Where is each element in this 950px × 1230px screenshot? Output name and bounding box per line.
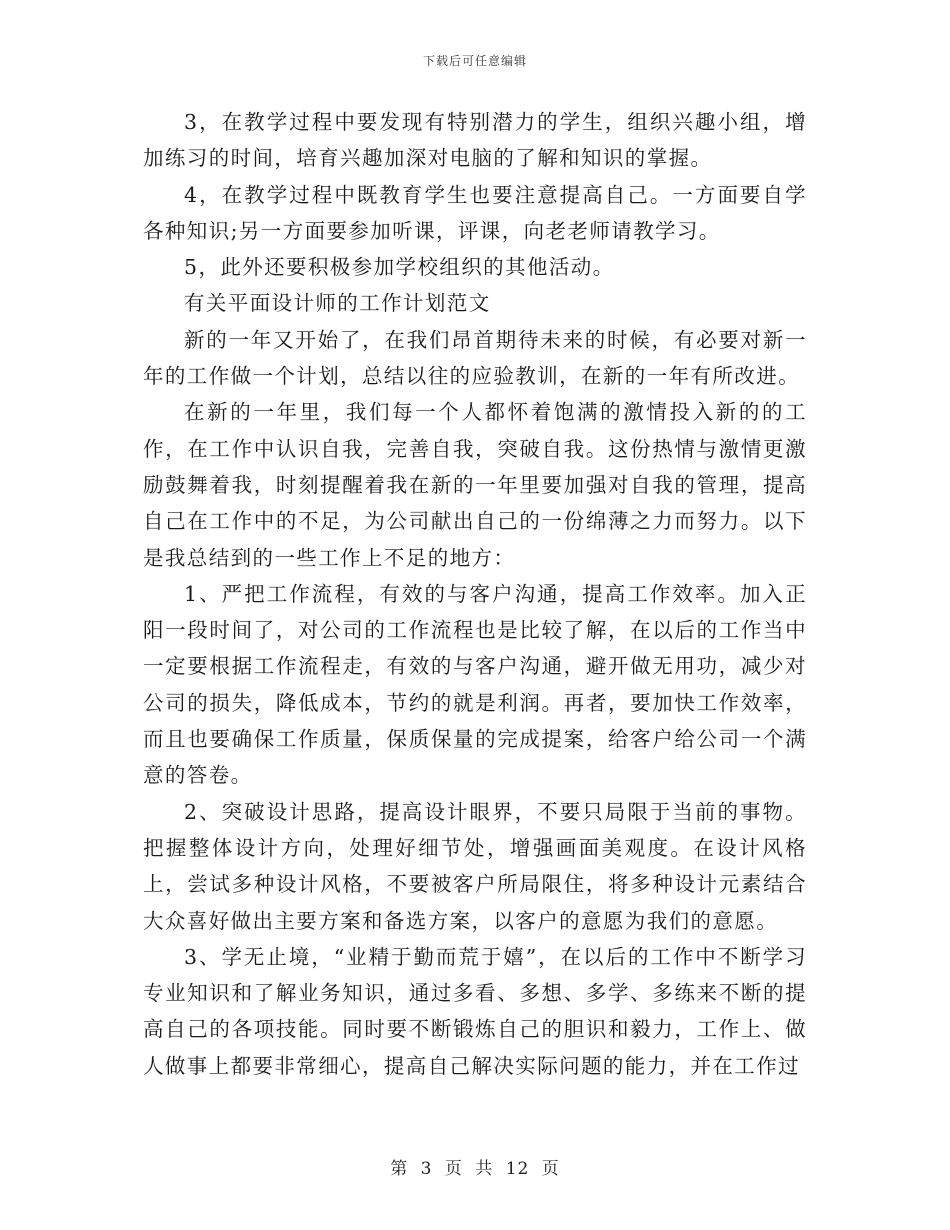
paragraph: 新的一年又开始了，在我们昂首期待未来的时候，有必要对新一年的工作做一个计划，总结以往的应验教训，在新的一年有所改进。 — [143, 327, 807, 389]
paragraph: 在新的一年里，我们每一个人都怀着饱满的激情投入新的的工作，在工作中认识自我，完善自我，突破自我。这份热情与激情更激励鼓舞着我，时刻提醒着我在新的一年里要加强对自我的管理，提高自己在工作中的不足，为公司献出自己的一份绵薄之力而努力。以下是我总结到的一些工作上不足的地方： — [143, 400, 807, 570]
paragraph: 5，此外还要积极参加学校组织的其他活动。 — [184, 255, 615, 280]
paragraph: 2、突破设计思路，提高设计眼界，不要只局限于当前的事物。把握整体设计方向，处理好细节处，增强画面美观度。在设计风格上，尝试多种设计风格，不要被客户所局限住，将多种设计元素结合大众喜好做出主要方案和备选方案，以客户的意愿为我们的意愿。 — [143, 799, 807, 933]
header-note: 下载后可任意编辑 — [422, 54, 527, 68]
paragraph: 1、严把工作流程，有效的与客户沟通，提高工作效率。加入正阳一段时间了，对公司的工作流程也是比较了解，在以后的工作当中一定要根据工作流程走，有效的与客户沟通，避开做无用功，减少对公司的损失，降低成本，节约的就是利润。再者，要加快工作效率，而且也要确保工作质量，保质保量的完成提案，给客户给公司一个满意的答卷。 — [143, 581, 807, 788]
section-heading: 有关平面设计师的工作计划范文 — [184, 291, 491, 316]
paragraph: 3，在教学过程中要发现有特别潜力的学生，组织兴趣小组，增加练习的时间，培育兴趣加深对电脑的了解和知识的掌握。 — [143, 110, 807, 171]
paragraph: 4，在教学过程中既教育学生也要注意提高自己。一方面要自学各种知识;另一方面要参加听课，评课，向老老师请教学习。 — [143, 182, 807, 243]
page-number: 第 3 页 共 12 页 — [390, 1159, 560, 1179]
document-body — [143, 104, 807, 1084]
paragraph: 3、学无止境，“业精于勤而荒于嬉”，在以后的工作中不断学习专业知识和了解业务知识，通过多看、多想、多学、多练来不断的提高自己的各项技能。同时要不断锻炼自己的胆识和毅力，工作上、做人做事上都要非常细心，提高自己解决实际问题的能力，并在工作过 — [143, 944, 807, 1078]
